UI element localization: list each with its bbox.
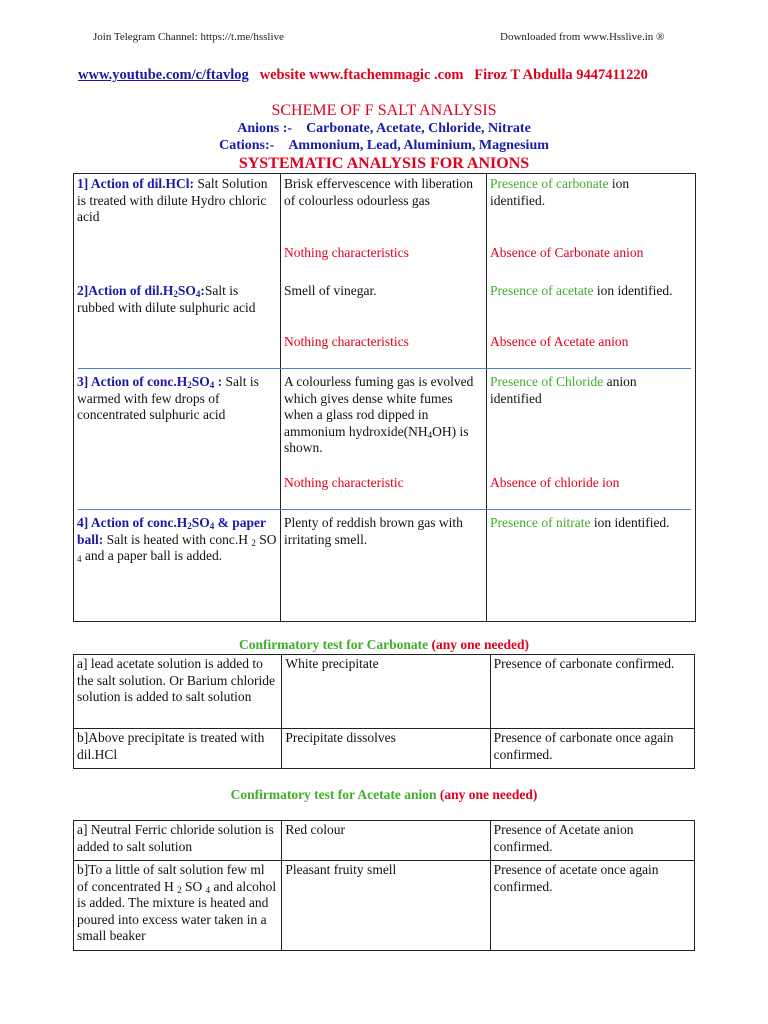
acetate-confirm-caption: Confirmatory test for Acetate anion (any one needed) — [230, 787, 538, 802]
inference-cell: Presence of Acetate anion confirmed. — [490, 821, 694, 861]
test-cell: a] lead acetate solution is added to the salt solution. Or Barium chloride solution is added to salt solution — [74, 655, 282, 729]
test-3-observation: A colourless fuming gas is evolved which gives dense white fumes when a glass rod dipped in ammonium $hydroxide(NH_4OH)$ is shown. — [284, 374, 474, 456]
test-1-negative-inference: Absence of Carbonate anion — [490, 245, 644, 260]
test-1-observation: Brisk effervescence with liberation of colourless odourless gas — [284, 176, 474, 208]
test-2-observation: Smell of vinegar. — [284, 283, 377, 298]
cations-label: Cations:- — [219, 138, 275, 153]
anions-list: Carbonate, Acetate, Chloride, Nitrate — [306, 121, 531, 136]
test-4-procedure: 4] Action of $conc.H_2SO_4$ & paper ball: Salt is heated with conc.H $_2$ SO $_4$ and a paper ball is added. — [77, 515, 277, 565]
section-divider — [78, 509, 691, 510]
test-2-procedure: 2]Action of $dil.H_2SO_4:Salt$ is rubbed with dilute sulphuric acid — [77, 283, 256, 315]
anions-line — [0, 121, 768, 137]
acetate-confirm-table — [73, 820, 695, 951]
download-header: Downloaded from www.Hsslive.in ® — [500, 31, 665, 43]
inference-cell: Presence of carbonate once again confirmed. — [490, 729, 694, 769]
table-row — [74, 861, 695, 951]
youtube-link[interactable]: www.youtube.com/c/ftavlog — [78, 67, 249, 83]
observation-cell: Precipitate dissolves — [282, 729, 490, 769]
observation-cell: Red colour — [282, 821, 490, 861]
test-4-observation: Plenty of reddish brown gas with irritating smell. — [284, 515, 463, 547]
test-3-negative-inference: Absence of chloride ion — [490, 475, 620, 490]
carbonate-confirm-table — [73, 654, 695, 769]
test-cell: b]To a little of salt solution few ml of concentrated H $_2$ SO $_4$ and alcohol is added. The mixture is heated and poured into excess water taken in a small beaker — [74, 861, 282, 951]
test-3-inference: Presence of Chloride anion identified — [490, 374, 637, 406]
section-divider — [78, 368, 691, 369]
table-row — [74, 729, 695, 769]
anions-label: Anions :- — [237, 121, 293, 136]
page-title: SCHEME OF F SALT ANALYSIS — [271, 102, 497, 119]
inference-cell: Presence of carbonate confirmed. — [490, 655, 694, 729]
observation-cell: White precipitate — [282, 655, 490, 729]
test-cell: b]Above precipitate is treated with dil.HCl — [74, 729, 282, 769]
observation-cell: Pleasant fruity smell — [282, 861, 490, 951]
website-link[interactable]: website www.ftachemmagic .com — [259, 67, 464, 83]
systematic-title: SYSTEMATIC ANALYSIS FOR ANIONS — [238, 155, 530, 172]
author-contact: Firoz T Abdulla 9447411220 — [474, 67, 648, 83]
cations-list: Ammonium, Lead, Aluminium, Magnesium — [288, 138, 549, 153]
test-3-negative-observation: Nothing characteristic — [284, 475, 404, 490]
test-3-procedure: 3] Action of $conc.H_2SO_4$ : Salt is warmed with few drops of concentrated sulphuric acid — [77, 374, 259, 423]
links-line — [78, 67, 648, 84]
test-1-negative-observation: Nothing characteristics — [284, 245, 409, 260]
carbonate-confirm-caption: Confirmatory test for Carbonate (any one needed) — [239, 637, 529, 652]
column-divider — [486, 174, 487, 621]
test-2-inference: Presence of acetate ion identified. — [490, 283, 673, 298]
telegram-header: Join Telegram Channel: https://t.me/hsslive — [93, 31, 284, 43]
test-cell: a] Neutral Ferric chloride solution is added to salt solution — [74, 821, 282, 861]
table-row — [74, 821, 695, 861]
table-row — [74, 655, 695, 729]
inference-cell: Presence of acetate once again confirmed. — [490, 861, 694, 951]
test-2-negative-inference: Absence of Acetate anion — [490, 334, 629, 349]
test-1-procedure: 1] Action of dil.HCl: Salt Solution is treated with dilute Hydro chloric acid — [77, 176, 268, 225]
test-4-inference: Presence of nitrate ion identified. — [490, 515, 670, 530]
column-divider — [280, 174, 281, 621]
test-2-negative-observation: Nothing characteristics — [284, 334, 409, 349]
cations-line — [0, 138, 768, 154]
test-1-inference: Presence of carbonate ion identified. — [490, 176, 630, 208]
anion-analysis-table — [73, 173, 696, 622]
